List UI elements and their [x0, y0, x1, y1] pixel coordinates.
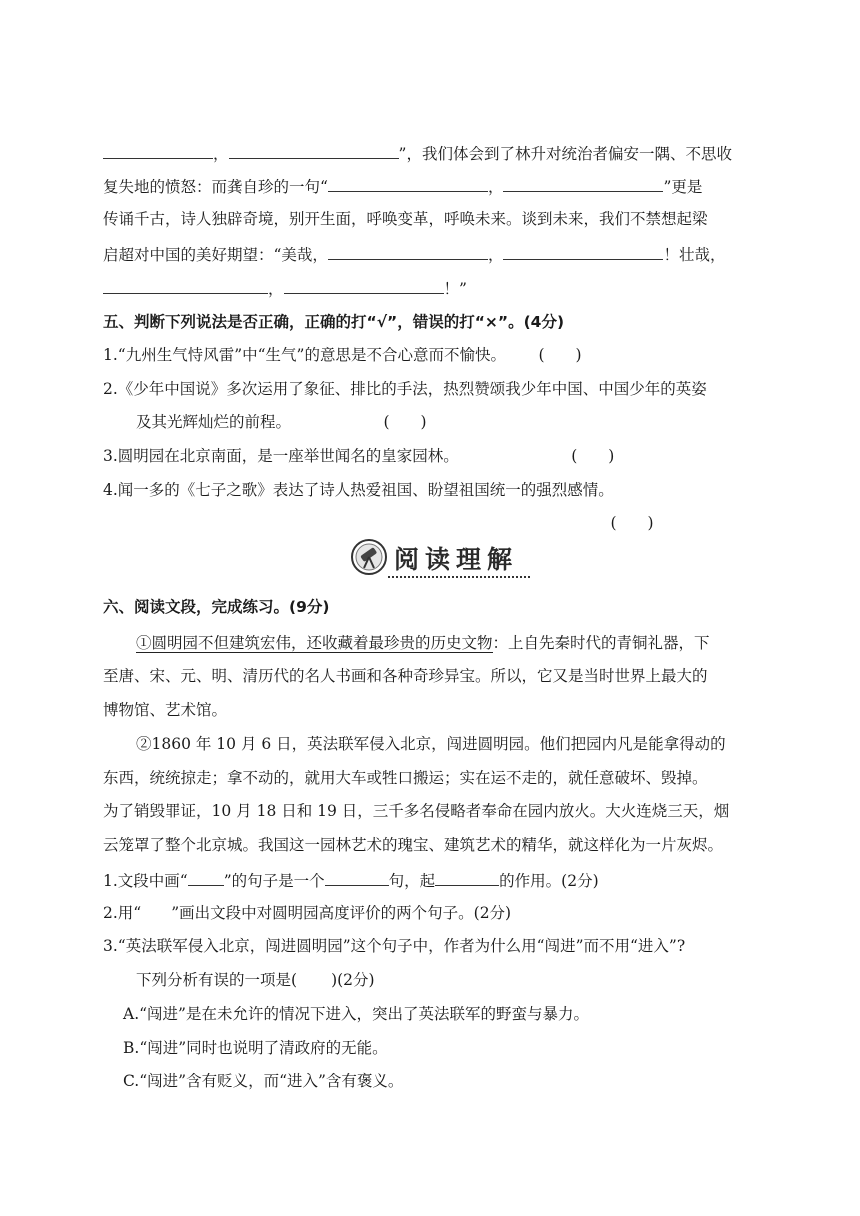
judge-item-3: 3.圆明园在北京南面，是一座举世闻名的皇家园林。 ( )	[103, 446, 783, 466]
section-6-heading: 六、阅读文段，完成练习。(9分)	[103, 598, 330, 616]
answer-blank[interactable]	[503, 175, 663, 192]
passage-p2-line1: ②1860 年 10 月 6 日，英法联军侵入北京，闯进圆明园。他们把园内凡是能拿得动的	[136, 735, 726, 753]
fill-line-3: 传诵千古，诗人独辟奇境，别开生面，呼唤变革，呼唤未来。谈到未来，我们不禁想起梁	[103, 210, 708, 228]
underline-sample	[188, 869, 224, 886]
answer-blank[interactable]	[284, 277, 444, 294]
judge-item-2: 2.《少年中国说》多次运用了象征、排比的手法，热烈赞颂我少年中国、中国少年的英姿	[103, 380, 707, 398]
passage-p1-line1: ①圆明园不但建筑宏伟，还收藏着最珍贵的历史文物：上自先秦时代的青铜礼器，下	[136, 634, 710, 652]
question-1: 1.文段中画“ ”的句子是一个 句，起 的作用。(2分)	[103, 869, 783, 891]
passage-p2-line2: 东西，统统掠走；拿不动的，就用大车或牲口搬运；实在运不走的，就任意破坏、毁掉。	[103, 769, 708, 787]
option-c[interactable]: C.“闯进”含有贬义，而“进入”含有褒义。	[123, 1072, 404, 1090]
fill-line-1: ， ”，我们体会到了林升对统治者偏安一隅、不思收	[103, 142, 783, 164]
option-b[interactable]: B.“闯进”同时也说明了清政府的无能。	[123, 1039, 388, 1057]
telescope-icon	[350, 538, 388, 576]
wavy-underline-sample	[141, 903, 171, 923]
judge-item-1: 1.“九州生气恃风雷”中“生气”的意思是不合心意而不愉快。 ( )	[103, 345, 783, 365]
underlined-sentence: ①圆明园不但建筑宏伟，还收藏着最珍贵的历史文物	[136, 634, 493, 652]
answer-blank[interactable]	[103, 277, 268, 294]
fill-line-2: 复失地的愤怒：而龚自珍的一句“ ， ”更是	[103, 175, 783, 197]
judge-item-4-paren-line	[103, 513, 783, 533]
answer-blank[interactable]	[103, 142, 213, 159]
section-5-heading: 五、判断下列说法是否正确，正确的打“√”，错误的打“×”。(4分)	[103, 313, 565, 331]
question-2: 2.用“ ”画出文段中对圆明园高度评价的两个句子。(2分)	[103, 904, 512, 922]
answer-blank[interactable]	[325, 869, 389, 886]
answer-blank[interactable]	[328, 175, 488, 192]
option-a[interactable]: A.“闯进”是在未允许的情况下进入，突出了英法联军的野蛮与暴力。	[123, 1005, 589, 1023]
answer-blank[interactable]	[328, 243, 488, 260]
passage-p1-line3: 博物馆、艺术馆。	[103, 701, 228, 719]
judge-item-4: 4.闻一多的《七子之歌》表达了诗人热爱祖国、盼望祖国统一的强烈感情。	[103, 481, 614, 499]
judge-item-2-cont: 及其光辉灿烂的前程。 ( )	[103, 412, 783, 432]
passage-p2-line4: 云笼罩了整个北京城。我国这一园林艺术的瑰宝、建筑艺术的精华，就这样化为一片灰烬。	[103, 836, 724, 854]
passage-p1-line2: 至唐、宋、元、明、清历代的名人书画和各种奇珍异宝。所以，它又是当时世界上最大的	[103, 667, 708, 685]
answer-blank[interactable]	[229, 142, 399, 159]
question-3: 3.“英法联军侵入北京，闯进圆明园”这个句子中，作者为什么用“闯进”而不用“进入”?	[103, 937, 686, 955]
reading-title-text: 阅读理解	[394, 545, 519, 574]
fill-line-5: ， ！”	[103, 277, 783, 299]
answer-paren[interactable]: ( )	[383, 413, 427, 431]
answer-paren[interactable]: ( )	[538, 346, 582, 364]
answer-paren[interactable]: ( )	[571, 447, 615, 465]
question-3-cont: 下列分析有误的一项是( )(2分)	[136, 971, 375, 989]
fill-line-4: 启超对中国的美好期望：“美哉， ， ！壮哉，	[103, 243, 783, 265]
answer-blank[interactable]	[435, 869, 499, 886]
answer-paren[interactable]: ( )	[610, 514, 654, 532]
reading-section-title	[350, 536, 530, 580]
passage-p2-line3: 为了销毁罪证，10 月 18 日和 19 日，三千多名侵略者奉命在园内放火。大火连烧三天，烟	[103, 802, 730, 820]
answer-blank[interactable]	[503, 243, 663, 260]
title-dotted-rule	[388, 576, 530, 578]
